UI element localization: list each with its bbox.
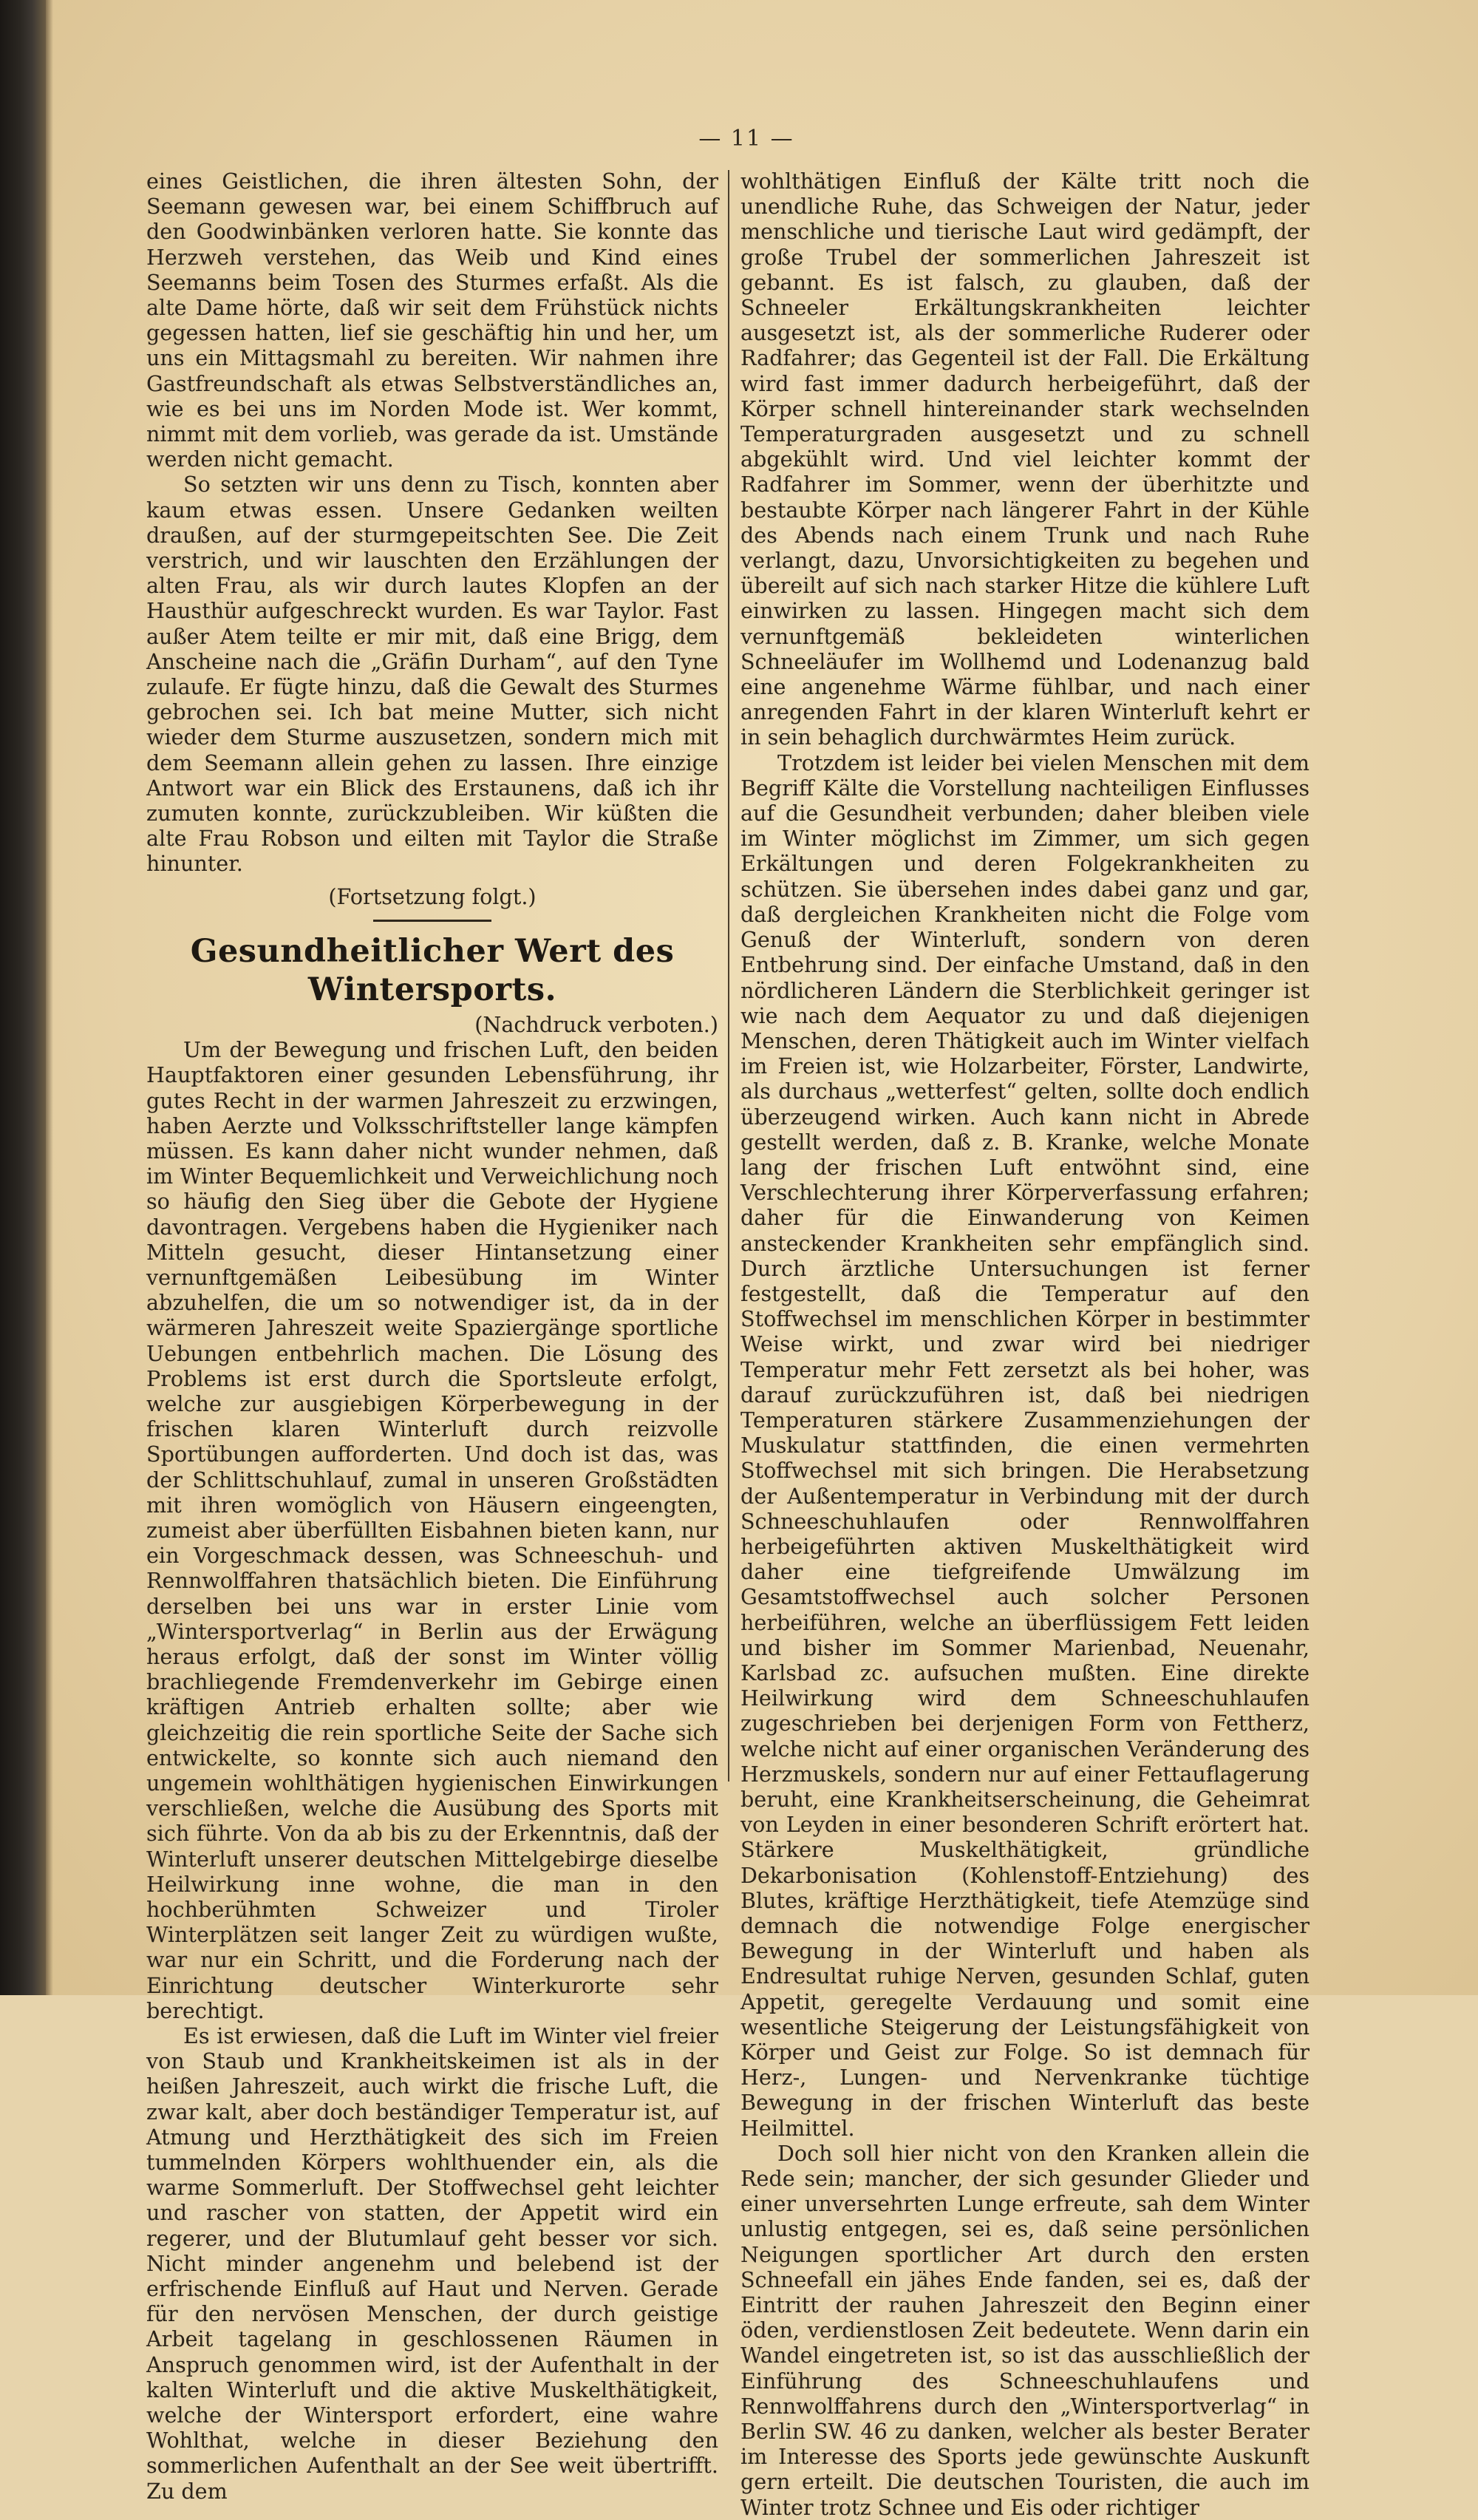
story-paragraph-1: eines Geistlichen, die ihren ältesten Sohn, der Seemann gewesen war, bei einem Schiffbruch auf den Goodwinbänken verloren hatte. Sie konnte das Herzweh verstehen, das Weib und Kind eines Seemanns beim Tosen des Sturmes erfaßt. Als die alte Dame hörte, daß wir seit dem Frühstück nichts gegessen hatten, lief sie geschäftig hin und her, um uns ein Mittagsmahl zu bereiten. Wir nahmen ihre Gastfreundschaft als etwas Selbstverständliches an, wie es bei uns im Norden Mode ist. Wer kommt, nimmt mit dem vorlieb, was gerade da ist. Umstände werden nicht gemacht. [146, 169, 718, 472]
left-column [146, 169, 718, 2504]
reprint-note: (Nachdruck verboten.) [474, 1011, 718, 1037]
book-binding [0, 0, 46, 1995]
article-paragraph-4: Trotzdem ist leider bei vielen Menschen mit dem Begriff Kälte die Vorstellung nachteiligen Einflusses auf die Gesundheit verbunden; daher bleiben viele im Winter möglichst im Zimmer, um sich gegen Erkältungen und deren Folgekrankheiten zu schützen. Sie übersehen indes dabei ganz und gar, daß dergleichen Krankheiten nicht die Folge vom Genuß der Winterluft, sondern von deren Entbehrung sind. Der einfache Umstand, daß in den nördlicheren Ländern die Sterblichkeit geringer ist wie nach dem Aequator zu und daß diejenigen Menschen, deren Thätigkeit auch im Winter vielfach im Freien ist, wie Holzarbeiter, Förster, Landwirte, als durchaus „wetterfest“ gelten, sollte doch endlich überzeugend wirken. Auch kann nicht in Abrede gestellt werden, daß z. B. Kranke, welche Monate lang der frischen Luft entwöhnt sind, eine Verschlechterung ihrer Körperverfassung erfahren; daher für die Einwanderung von Keimen ansteckender Krankheiten sehr empfänglich sind. Durch ärztliche Untersuchungen ist ferner festgestellt, daß die Temperatur auf den Stoffwechsel im menschlichen Körper in bestimmter Weise wirkt, und zwar wird bei niedriger Temperatur mehr Fett zersetzt als bei hoher, was darauf zurückzuführen ist, daß bei niedrigen Temperaturen stärkere Zusammenziehungen der Muskulatur stattfinden, die einen vermehrten Stoffwechsel mit sich bringen. Die Herabsetzung der Außentemperatur in Verbindung mit der durch Schneeschuhlaufen oder Rennwolffahren herbeigeführten aktiven Muskelthätigkeit wird daher eine tiefgreifende Umwälzung im Gesamtstoffwechsel auch solcher Personen herbeiführen, welche an überflüssigem Fett leiden und bisher im Sommer Marienbad, Neuenahr, Karlsbad zc. aufsuchen mußten. Eine direkte Heilwirkung wird dem Schneeschuhlaufen zugeschrieben bei derjenigen Form von Fettherz, welche nicht auf einer organischen Veränderung des Herzmuskels, sondern nur auf einer Fettauflagerung beruht, eine Krankheitserscheinung, die Geheimrat von Leyden in einer besonderen Schrift erörtert hat. Stärkere Muskelthätigkeit, gründliche Dekarbonisation (Kohlenstoff-Entziehung) des Blutes, kräftige Herzthätigkeit, tiefe Atemzüge sind demnach die notwendige Folge energischer Bewegung in der Winterluft und haben als Endresultat ruhige Nerven, gesunden Schlaf, guten Appetit, geregelte Verdauung und somit eine wesentliche Steigerung der Leistungsfähigkeit von Körper und Geist zur Folge. So ist demnach für Herz-, Lungen- und Nervenkranke tüchtige Bewegung in der frischen Winterluft das beste Heilmittel. [740, 750, 1310, 2141]
article-paragraph-3: wohlthätigen Einfluß der Kälte tritt noch die unendliche Ruhe, das Schweigen der Natur, jeder menschliche und tierische Laut wird gedämpft, der große Trubel der sommerlichen Jahreszeit ist gebannt. Es ist falsch, zu glauben, daß der Schneeler Erkältungskrankheiten leichter ausgesetzt ist, als der sommerliche Ruderer oder Radfahrer; das Gegenteil ist der Fall. Die Erkältung wird fast immer dadurch herbeigeführt, daß der Körper schnell hintereinander stark wechselnden Temperaturgraden ausgesetzt und zu schnell abgekühlt wird. Und viel leichter kommt der Radfahrer im Sommer, wenn der überhitzte und bestaubte Körper nach längerer Fahrt in der Kühle des Abends nach einem Trunk und nach Ruhe verlangt, dazu, Unvorsichtigkeiten zu begehen und übereilt auf sich nach starker Hitze die kühlere Luft einwirken zu lassen. Hingegen macht sich dem vernunftgemäß bekleideten winterlichen Schneeläufer im Wollhemd und Lodenanzug bald eine angenehme Wärme fühlbar, und nach einer anregenden Fahrt in der klaren Winterluft kehrt er in sein behaglich durchwärmtes Heim zurück. [740, 169, 1310, 750]
article-headline: Gesundheitlicher Wert des Wintersports. [190, 932, 675, 1008]
section-divider [373, 920, 491, 922]
page-number: — 11 — [698, 126, 794, 152]
article-paragraph-2: Es ist erwiesen, daß die Luft im Winter viel freier von Staub und Krankheitskeimen ist als in der heißen Jahreszeit, auch wirkt die frische Luft, die zwar kalt, aber doch beständiger Temperatur ist, auf Atmung und Herzthätigkeit des sich im Freien tummelnden Körpers wohlthuender ein, als die warme Sommerluft. Der Stoffwechsel geht leichter und rascher von statten, der Appetit wird ein regerer, und der Blutumlauf geht besser vor sich. Nicht minder angenehm und belebend ist der erfrischende Einfluß auf Haut und Nerven. Gerade für den nervösen Menschen, der durch geistige Arbeit tagelang in geschlossenen Räumen in Anspruch genommen wird, ist der Aufenthalt in der kalten Winterluft und die aktive Muskelthätigkeit, welche der Wintersport erfordert, eine wahre Wohlthat, welche in dieser Beziehung den sommerlichen Aufenthalt an der See weit übertrifft. Zu dem [146, 2023, 718, 2504]
story-paragraph-2: So setzten wir uns denn zu Tisch, konnten aber kaum etwas essen. Unsere Gedanken weilten draußen, auf der sturmgepeitschten See. Die Zeit verstrich, und wir lauschten den Erzählungen der alten Frau, als wir durch lautes Klopfen an der Hausthür aufgeschreckt wurden. Es war Taylor. Fast außer Atem teilte er mir mit, daß eine Brigg, dem Anscheine nach die „Gräfin Durham“, auf den Tyne zulaufe. Er fügte hinzu, daß die Gewalt des Sturmes gebrochen sei. Ich bat meine Mutter, sich nicht wieder dem Sturme auszusetzen, sondern mich mit dem Seemann allein gehen zu lassen. Ihre einzige Antwort war ein Blick des Erstaunens, daß ich ihr zumuten konnte, zurückzubleiben. Wir küßten die alte Frau Robson und eilten mit Taylor die Straße hinunter. [146, 472, 718, 877]
right-column [740, 169, 1310, 2520]
binding-shadow [46, 0, 53, 1995]
article-paragraph-5: Doch soll hier nicht von den Kranken allein die Rede sein; mancher, der sich gesunder Glieder und einer unversehrten Lunge erfreute, sah dem Winter unlustig entgegen, sei es, daß seine persönlichen Neigungen sportlicher Art durch den ersten Schneefall ein jähes Ende fanden, sei es, daß der Eintritt der rauhen Jahreszeit den Beginn einer öden, verdienstlosen Zeit bedeutete. Wenn darin ein Wandel eingetreten ist, so ist das ausschließlich der Einführung des Schneeschuhlaufens und Rennwolffahrens durch den „Wintersportverlag“ in Berlin SW. 46 zu danken, welcher als bester Berater im Interesse des Sports jede gewünschte Auskunft gern erteilt. Die deutschen Touristen, die auch im Winter trotz Schnee und Eis oder richtiger [740, 2140, 1310, 2520]
article-paragraph-1: Um der Bewegung und frischen Luft, den beiden Hauptfaktoren einer gesunden Lebensführung, ihr gutes Recht in der warmen Jahreszeit zu erzwingen, haben Aerzte und Volksschriftsteller lange kämpfen müssen. Es kann daher nicht wunder nehmen, daß im Winter Bequemlichkeit und Verweichlichung noch so häufig den Sieg über die Gebote der Hygiene davontragen. Vergebens haben die Hygieniker nach Mitteln gesucht, dieser Hintansetzung einer vernunftgemäßen Leibesübung im Winter abzuhelfen, die um so notwendiger ist, da in der wärmeren Jahreszeit weite Spaziergänge sportliche Uebungen entbehrlich machen. Die Lösung des Problems ist erst durch die Sportsleute erfolgt, welche zur ausgiebigen Körperbewegung in der frischen klaren Winterluft durch reizvolle Sportübungen aufforderten. Und doch ist das, was der Schlittschuhlauf, zumal in unseren Großstädten mit ihren womöglich von Häusern eingeengten, zumeist aber überfüllten Eisbahnen bieten kann, nur ein Vorgeschmack dessen, was Schneeschuh- und Rennwolffahren thatsächlich bieten. Die Einführung derselben bei uns war in erster Linie vom „Wintersportverlag“ in Berlin aus der Erwägung heraus erfolgt, daß der sonst im Winter völlig brachliegende Fremdenverkehr im Gebirge einen kräftigen Antrieb erhalten sollte; aber wie gleichzeitig die rein sportliche Seite der Sache sich entwickelte, so konnte sich auch niemand den ungemein wohlthätigen hygienischen Einwirkungen verschließen, welche die Ausübung des Sports mit sich führte. Von da ab bis zu der Erkenntnis, daß der Winterluft unserer deutschen Mittelgebirge dieselbe Heilwirkung inne wohne, die man in den hochberühmten Schweizer und Tiroler Winterplätzen seit langer Zeit zu würdigen wußte, war nur ein Schritt, und die Forderung nach der Einrichtung deutscher Winterkurorte sehr berechtigt. [146, 1037, 718, 2023]
continuation-note: (Fortsetzung folgt.) [328, 883, 537, 909]
column-divider [728, 170, 729, 1782]
